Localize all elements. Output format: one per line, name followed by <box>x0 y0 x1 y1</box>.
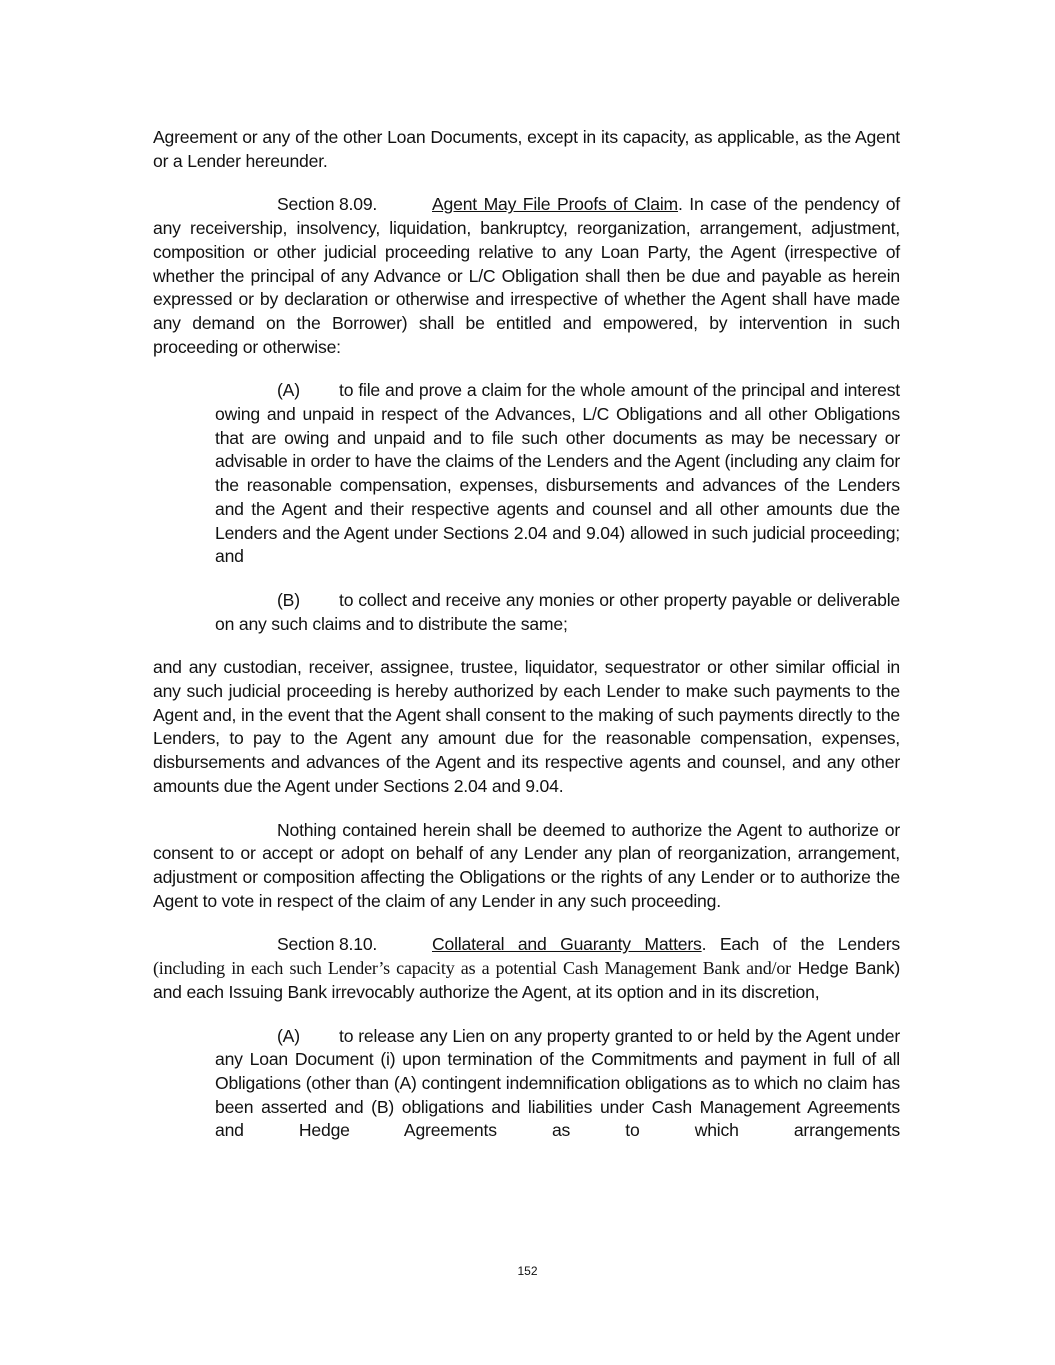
clause-a <box>215 379 900 569</box>
section-8-10 <box>153 933 900 1004</box>
section-body: . In case of the pendency of any receivership, insolvency, liquidation, bankruptcy, reorganization, arrangement, adjustment, composition or other judicial proceeding relative to any Loan Party, the Agent (irrespective of whether the principal of any Advance or L/C Obligation shall then be due and payable as herein expressed or by declaration or otherwise and irrespective of whether the Agent shall have made any demand on the Borrower) shall be entitled and empowered, by intervention in such proceeding or otherwise: <box>153 194 900 357</box>
section-number: Section 8.09. <box>277 194 378 215</box>
section-title: Agent May File Proofs of Claim <box>432 194 679 215</box>
clause-label: (B) <box>277 589 300 610</box>
clause-body: to release any Lien on any property granted to or held by the Agent under any Loan Document (i) upon termination of the Commitments and payment in full of all Obligations (other than (A) contingent indemnification obligations as to which no claim has been asserted and (B) obligations and liabilities under Cash Management Agreements and Hedge Agreements as to which arrangements <box>215 1025 900 1141</box>
clause-body: to collect and receive any monies or other property payable or deliverable on any such claims and to distribute the same; <box>215 589 900 634</box>
section-body: . Each of the Lenders <box>701 934 900 955</box>
clause-label: (A) <box>277 1025 300 1046</box>
clause-body: to file and prove a claim for the whole amount of the principal and interest owing and unpaid in respect of the Advances, L/C Obligations and all other Obligations that are owing and unpaid and to file such other documents as may be necessary or advisable in order to have the claims of the Lenders and the Agent (including any claim for the reasonable compensation, expenses, disbursements and advances of the Lenders and the Agent and their respective agents and counsel and all other amounts due the Lenders and the Agent under Sections 2.04 and 9.04) allowed in such judicial proceeding; and <box>215 380 900 567</box>
section-8-09 <box>153 193 900 359</box>
clause-b <box>215 589 900 636</box>
section-body-serif: (including in each such Lender’s capacity as a potential Cash Management Bank and/or <box>153 958 791 979</box>
section-number: Section 8.10. <box>277 934 378 955</box>
document-body <box>153 126 900 1163</box>
section-body: Hedge Bank) and each Issuing Bank irrevocably authorize the Agent, at its option and in its discretion, <box>153 958 900 1002</box>
section-title: Collateral and Guaranty Matters <box>432 934 702 955</box>
clause-label: (A) <box>277 380 300 401</box>
paragraph-custodian: and any custodian, receiver, assignee, trustee, liquidator, sequestrator or other similar official in any such judicial proceeding is hereby authorized by each Lender to make such payments to the Agent and, in the event that the Agent shall consent to the making of such payments directly to the Lenders, to pay to the Agent any amount due for the reasonable compensation, expenses, disbursements and advances of the Agent and its respective agents and counsel, and any other amounts due the Agent under Sections 2.04 and 9.04. <box>153 657 900 796</box>
page-number: 152 <box>517 1264 538 1278</box>
clause-a-release <box>215 1025 900 1144</box>
paragraph-continuation: Agreement or any of the other Loan Documents, except in its capacity, as applicable, as the Agent or a Lender hereunder. <box>153 127 900 171</box>
paragraph-nothing-contained: Nothing contained herein shall be deemed to authorize the Agent to authorize or consent to or accept or adopt on behalf of any Lender any plan of reorganization, arrangement, adjustment or composition affecting the Obligations or the rights of any Lender or to authorize the Agent to vote in respect of the claim of any Lender in any such proceeding. <box>153 819 900 911</box>
